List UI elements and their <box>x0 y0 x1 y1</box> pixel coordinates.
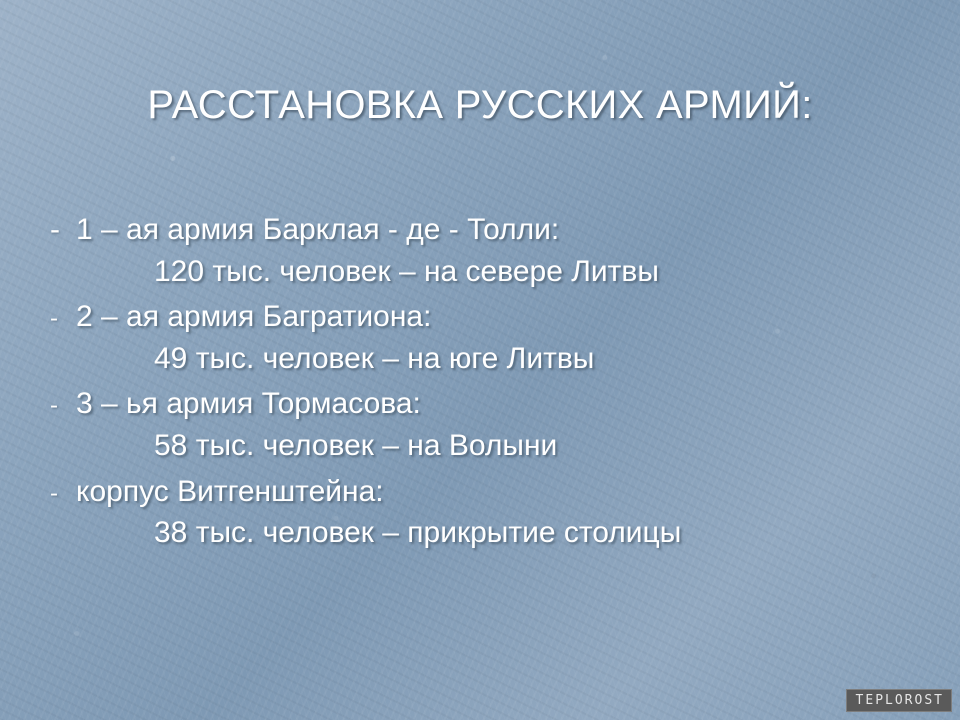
bullet-detail: 58 тыс. человек – на Волыни <box>154 428 558 462</box>
slide-body <box>50 210 920 559</box>
bullet-item <box>50 384 920 424</box>
bullet-detail: 120 тыс. человек – на севере Литвы <box>154 254 659 288</box>
bullet-heading: корпус Витгенштейна: <box>76 474 384 508</box>
bullet-heading: 2 – ая армия Багратиона: <box>76 300 432 334</box>
bullet-marker-icon: - <box>50 479 58 507</box>
bullet-heading: 3 – ья армия Тормасова: <box>76 387 421 421</box>
watermark-badge: TEPLOROST <box>846 689 952 712</box>
bullet-detail: 49 тыс. человек – на юге Литвы <box>154 341 595 375</box>
bullet-marker-icon: - <box>50 392 58 420</box>
bullet-item <box>50 297 920 337</box>
bullet-marker-icon: - <box>50 213 60 246</box>
bullet-item <box>50 472 920 512</box>
bullet-marker-icon: - <box>50 305 58 333</box>
bullet-heading: 1 – ая армия Барклая - де - Толли: <box>76 213 560 246</box>
bullet-detail: 38 тыс. человек – прикрытие столицы <box>154 516 682 550</box>
bullet-item <box>50 210 920 250</box>
slide-title: РАССТАНОВКА РУССКИХ АРМИЙ: <box>147 83 813 127</box>
